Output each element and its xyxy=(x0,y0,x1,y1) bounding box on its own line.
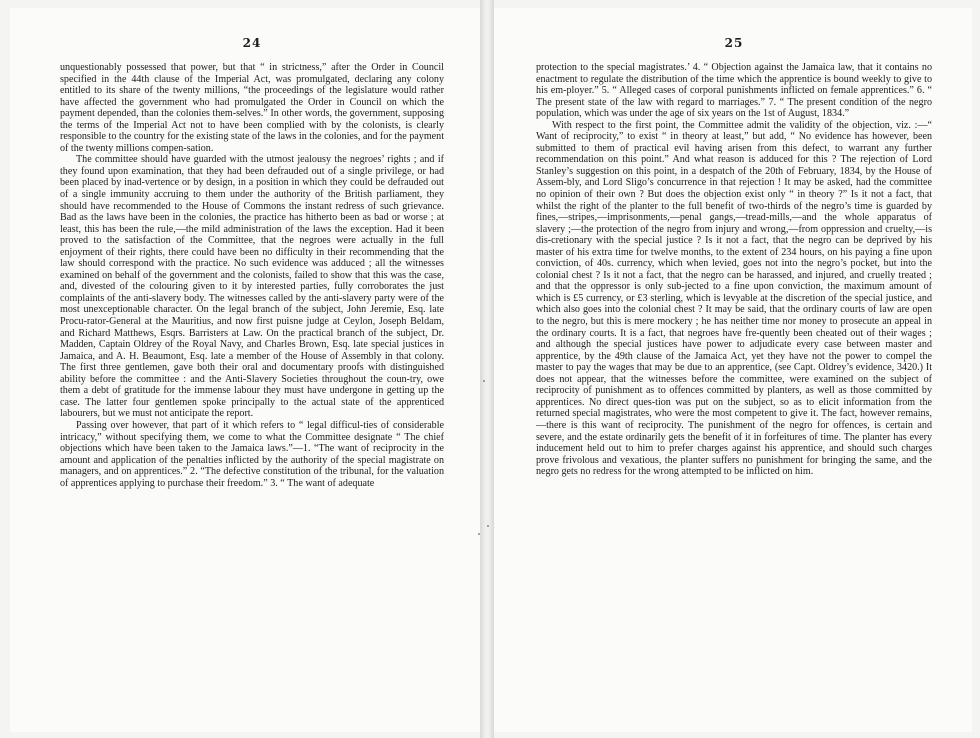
paper-speck xyxy=(478,533,480,535)
book-gutter xyxy=(480,0,494,738)
paragraph: Passing over however, that part of it which refers to “ legal difficul-ties of considerable intricacy,” without specifying them, we come to what the Committee designate “ The chief objections which have been taken to the Jamaica laws.”—1. “The want of reciprocity in the amount and application of the penalties inflicted by the authority of the special magistrate on managers, and on apprentices.” 2. “The defective constitution of the tribunal, for the valuation of apprentices applying to purchase their freedom.” 3. “ The want of adequate xyxy=(60,419,444,489)
page-number: 24 xyxy=(242,36,262,50)
paper-speck xyxy=(483,380,485,382)
paragraph: unquestionably possessed that power, but that “ in strictness,” after the Order in Council specified in the 44th clause of the Imperial Act, was promulgated, declaring any colony entitled to its share of the twenty millions, “the proceedings of the legislature would rather have affected the government who had promulgated the Order in Council on which the payment depended, than the colonies them-selves.” In other words, the government, supposing the terms of the Imperial Act not to have been complied with by the colonists, is clearly responsible to the country for the existing state of the laws in the colonies, and for the payment of the twenty millions compen-sation. xyxy=(60,62,444,154)
paragraph: protection to the special magistrates.’ 4. “ Objection against the Jamaica law, that it contains no enactment to regulate the distribution of the time which the apprentice is bound weekly to give to his em-ployer.” 5. “ Alleged cases of corporal punishments inflicted on female apprentices.” 6. “ The present state of the law with regard to marriages.” 7. “ The present condition of the negro population, which was under the age of six years on the 1st of August, 1834.” xyxy=(536,62,932,120)
page-body xyxy=(60,62,444,489)
right-page xyxy=(494,8,972,732)
paper-speck xyxy=(487,525,489,527)
page-number: 25 xyxy=(724,36,744,50)
paragraph: With respect to the first point, the Committee admit the validity of the objection, viz. :—“ Want of reciprocity,” to exist “ in theory at least,” but add, “ No evidence has however, been submitted to them of practical evil having arisen from this defect, to warrant any further recommendation on this point.” And what reason is adduced for this ? The rejection of Lord Stanley’s suggestion on this point, in a despatch of the 20th of February, 1834, by the House of Assem-bly, and Lord Sligo’s concurrence in that rejection ! It may be asked, had the committee no opinion of their own ? But does the objection exist only “ in theory ?” Is it not a fact, that whilst the right of the planter to the full benefit of two-thirds of the negro’s time is guarded by fines,—stripes,—imprisonments,—penal gangs,—tread-mills,—and the whole apparatus of slavery ;—the protection of the negro from injury and wrong,—from oppression and cruelty,—is dis-cretionary with the special justice ? Is it not a fact, that the negro can be deprived by his master of his extra time for twelve months, to the extent of 234 hours, on his paying a fine upon conviction, of 40s. currency, which when levied, goes not into the negro’s pocket, but into the colonial chest ? Is it not a fact, that the negro can be harassed, and injured, and cruelly treated ; and that the oppressor is only sub-jected to a fine upon conviction, the maximum amount of which is £5 currency, or £3 sterling, which is levyable at the discretion of the special justice, and which also goes into the colonial chest ? It may be said, that the ordinary courts of law are open to the negro, but this is mere mockery ; he has neither time nor money to prosecute an appeal in the ordinary courts. It is a fact, that negroes have fre-quently been cheated out of their wages ; and although the special justices have power to adjudicate every case between master and apprentice, by the 49th clause of the Jamaica Act, yet they have not the power to compel the master to pay the wages that may be due to an apprentice, (see Capt. Oldrey’s evidence, 3420.) It does not appear, that the witnesses before the committee, were examined on the subject of reciprocity of punishment as to offences committed by planters, as well as those committed by apprentices. No direct ques-tion was put on the subject, so as to elicit information from the returned special magistrates, who were the most competent to give it. The fact, however remains,—there is this want of reciprocity. The punishment of the negro for offences, is certain and severe, and the estate ordinarily gets the benefit of it in forfeitures of time. The planter has every inducement held out to him to prefer charges against his apprentice, and should such charges prove frivolous and vexatious, the planter suffers no punishment for bringing the same, and the negro gets no redress for the wrong attempted to be inflicted on him. xyxy=(536,119,932,478)
page-body xyxy=(536,62,932,478)
left-page xyxy=(10,8,480,732)
paragraph: The committee should have guarded with the utmost jealousy the negroes’ rights ; and if they found upon examination, that they had been defrauded out of a single privilege, or had been placed by inad-vertence or by design, in a position in which they could be defrauded out of a single immunity accruing to them under the authority of the British parliament, they should have recommended to the House of Commons the instant redress of such grievance. Bad as the laws have been in the colonies, the practice has hitherto been as bad or worse ; at least, this has been the rule,—the mild administration of the laws the exception. Had it been proved to the satisfaction of the Committee, that the negroes were actually in the full enjoyment of their rights, there could have been no difficulty in their recommending that the law should correspond with the practice. No such evidence was adduced ; all the witnesses examined on behalf of the government and the colonists, failed to show that this was the case, and, divested of the colouring given to it by interested parties, fully corroborates the just complaints of the anti-slavery body. The witnesses called by the anti-slavery party were of the most unexceptionable character. On the legal branch of the subject, John Jeremie, Esq. late Procu-rator-General at the Mauritius, and now first puisne judge at Ceylon, Joseph Beldam, and Richard Matthews, Esqrs. Barristers at Law. On the practical branch of the subject, Dr. Madden, Captain Oldrey of the Royal Navy, and Charles Brown, Esq. late special justices in Jamaica, and A. H. Beaumont, Esq. late a member of the House of Assembly in that colony. The first three gentlemen, gave both their oral and documentary proofs with distinguished ability before the committee : and the Anti-Slavery Societies throughout the coun-try, owe them a debt of gratitude for the immense labour they must have undergone in getting up the case. The latter four gentlemen spoke principally to the actual state of the apprenticed labourers, but we must not anticipate the report. xyxy=(60,154,444,420)
